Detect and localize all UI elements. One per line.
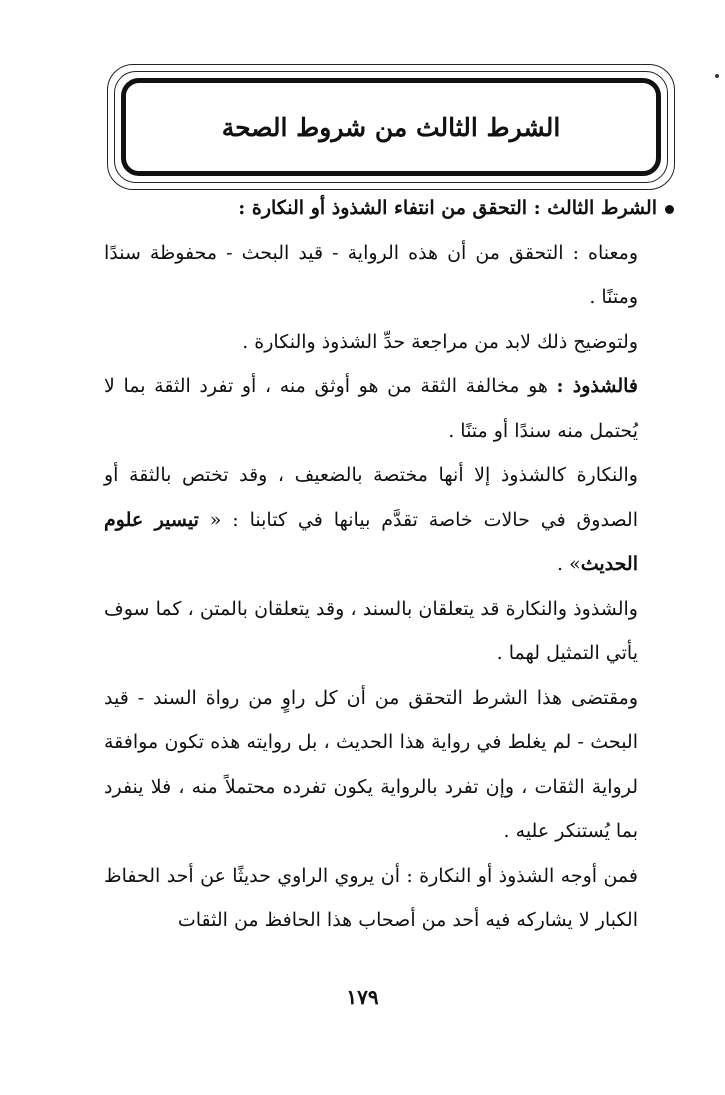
nakara-definition-text: والنكارة كالشذوذ إلا أنها مختصة بالضعيف ، وقد تختص بالثقة أو الصدوق في حالات خاصة تقدَّم بيانها في كتابنا : « xyxy=(104,464,638,531)
paragraph-forms-of-shudhudh: فمن أوجه الشذوذ أو النكارة : أن يروي الراوي حديثًا عن أحد الحفاظ الكبار لا يشاركه فيه أحد من أصحاب هذا الحافظ من الثقات xyxy=(104,864,638,931)
book-title: تيسير علوم الحديث xyxy=(104,508,638,575)
paragraph-nakara-definition xyxy=(104,453,674,587)
title-frame xyxy=(121,78,661,176)
page-edge-mark xyxy=(715,74,719,78)
term-shudhudh: فالشذوذ : xyxy=(556,375,638,397)
paragraph-clarification: ولتوضيح ذلك لابد من مراجعة حدِّ الشذوذ والنكارة . xyxy=(242,330,638,353)
page-number: ١٧٩ xyxy=(346,985,379,1009)
paragraph-meaning: ومعناه : التحقق من أن هذه الرواية - قيد البحث - محفوظة سندًا ومتنًا . xyxy=(104,241,638,308)
section-heading xyxy=(104,186,674,231)
page-title: الشرط الثالث من شروط الصحة xyxy=(221,112,561,142)
nakara-definition-end: » . xyxy=(557,553,581,575)
paragraph-condition-requirement: ومقتضى هذا الشرط التحقق من أن كل راوٍ من رواة السند - قيد البحث - لم يغلط في رواية هذا الحديث ، بل روايته هذه تكون موافقة لرواية الثقات ، وإن تفرد بالرواية يكون تفرده محتملاً منه ، فلا ينفرد بما يُستنكر عليه . xyxy=(104,686,638,842)
page-body xyxy=(104,186,674,943)
section-heading-text: الشرط الثالث : التحقق من انتفاء الشذوذ أو النكارة : xyxy=(238,197,657,219)
paragraph-shudhudh-definition xyxy=(104,364,674,453)
paragraph-sanad-matn: والشذوذ والنكارة قد يتعلقان بالسند ، وقد يتعلقان بالمتن ، كما سوف يأتي التمثيل لهما . xyxy=(104,597,638,664)
bullet-icon xyxy=(665,205,674,214)
shudhudh-definition-text: هو مخالفة الثقة من هو أوثق منه ، أو تفرد الثقة بما لا يُحتمل منه سندًا أو متنًا . xyxy=(104,375,638,442)
